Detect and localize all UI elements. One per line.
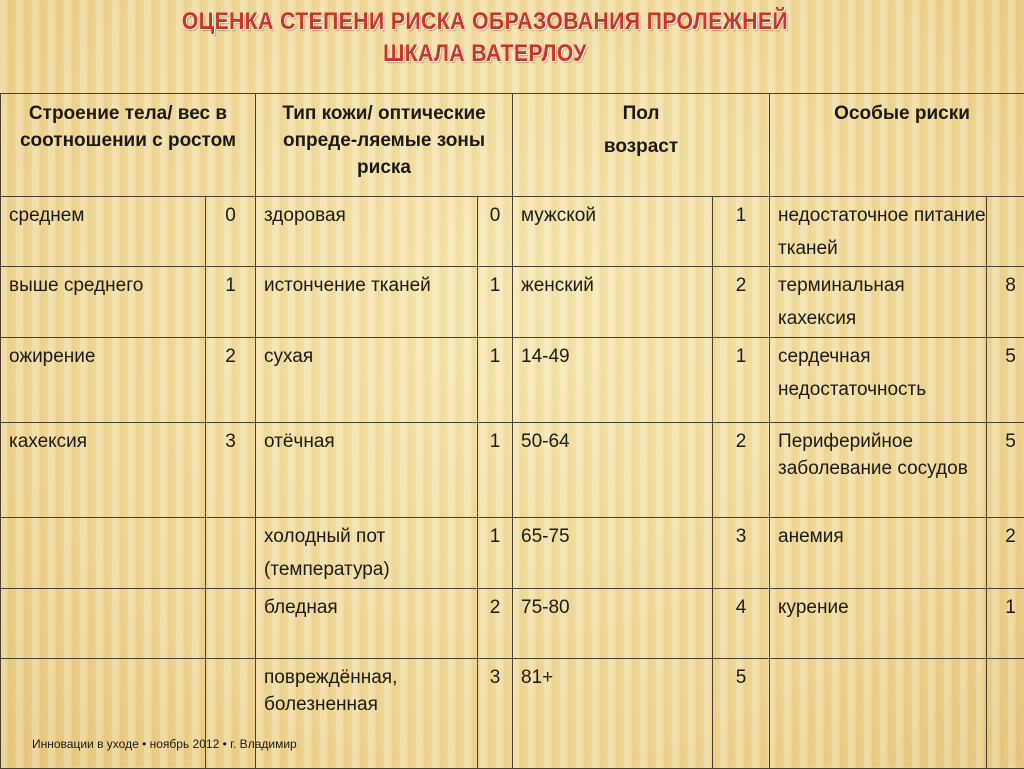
sex-age-cell: женский: [513, 267, 713, 338]
header-skin-type: Тип кожи/ оптические опреде-ляемые зоны риска: [256, 94, 513, 197]
risk-cell: терминальная кахексия: [770, 267, 987, 338]
table-row: [1, 423, 1024, 518]
slide-title: [0, 6, 970, 70]
skin-score-cell: 1: [478, 338, 513, 423]
body-cell: [1, 518, 206, 589]
sex-age-cell: мужской: [513, 197, 713, 267]
body-score-cell: 2: [206, 338, 256, 423]
sex-age-cell: 75-80: [513, 589, 713, 659]
sex-age-cell: 65-75: [513, 518, 713, 589]
body-cell: среднем: [1, 197, 206, 267]
body-cell: [1, 589, 206, 659]
sex-age-score-cell: 2: [713, 267, 770, 338]
slide-footer: Инновации в уходе • ноябрь 2012 • г. Владимир: [32, 737, 297, 751]
body-cell: [1, 659, 206, 769]
sex-age-cell: 81+: [513, 659, 713, 769]
skin-cell: истончение тканей: [256, 267, 478, 338]
risk-cell: курение: [770, 589, 987, 659]
skin-cell: повреждённая, болезненная: [256, 659, 478, 769]
sex-age-score-cell: 1: [713, 338, 770, 423]
table-row: [1, 267, 1024, 338]
body-score-cell: 1: [206, 267, 256, 338]
skin-score-cell: 3: [478, 659, 513, 769]
table-row: [1, 338, 1024, 423]
header-sex: Пол: [513, 100, 769, 127]
table-row: [1, 518, 1024, 589]
table-row: [1, 197, 1024, 267]
title-line-2: ШКАЛА ВАТЕРЛОУ: [58, 38, 912, 70]
header-sex-age: [513, 94, 770, 197]
risk-cell: анемия: [770, 518, 987, 589]
risk-score-cell: 1: [987, 589, 1024, 659]
risk-score-cell: 5: [987, 338, 1024, 423]
body-score-cell: [206, 518, 256, 589]
sex-age-cell: 50-64: [513, 423, 713, 518]
body-cell: кахексия: [1, 423, 206, 518]
sex-age-score-cell: 3: [713, 518, 770, 589]
body-score-cell: 3: [206, 423, 256, 518]
skin-score-cell: 1: [478, 267, 513, 338]
skin-score-cell: 1: [478, 423, 513, 518]
risk-cell: Периферийное заболевание сосудов: [770, 423, 987, 518]
sex-age-score-cell: 4: [713, 589, 770, 659]
header-special-risks: Особые риски: [770, 94, 1024, 197]
waterlow-scale-table: [0, 93, 1024, 769]
table-row: [1, 659, 1024, 769]
risk-score-cell: [987, 659, 1024, 769]
body-cell: выше среднего: [1, 267, 206, 338]
sex-age-score-cell: 1: [713, 197, 770, 267]
body-score-cell: 0: [206, 197, 256, 267]
skin-score-cell: 2: [478, 589, 513, 659]
body-cell: ожирение: [1, 338, 206, 423]
header-row: [1, 94, 1024, 197]
header-age: возраст: [513, 133, 769, 160]
risk-cell: сердечная недостаточность: [770, 338, 987, 423]
risk-cell: [770, 659, 987, 769]
risk-score-cell: 5: [987, 423, 1024, 518]
title-line-1: ОЦЕНКА СТЕПЕНИ РИСКА ОБРАЗОВАНИЯ ПРОЛЕЖНЕЙ: [58, 6, 912, 38]
risk-score-cell: 8: [987, 267, 1024, 338]
skin-cell: сухая: [256, 338, 478, 423]
risk-cell: недостаточное питание тканей: [770, 197, 987, 267]
header-body-build: Строение тела/ вес в соотношении с ростом: [1, 94, 256, 197]
body-score-cell: [206, 589, 256, 659]
skin-cell: отёчная: [256, 423, 478, 518]
sex-age-score-cell: 2: [713, 423, 770, 518]
body-score-cell: [206, 659, 256, 769]
sex-age-score-cell: 5: [713, 659, 770, 769]
skin-cell: холодный пот (температура): [256, 518, 478, 589]
table-row: [1, 589, 1024, 659]
skin-cell: бледная: [256, 589, 478, 659]
skin-score-cell: 1: [478, 518, 513, 589]
sex-age-cell: 14-49: [513, 338, 713, 423]
skin-score-cell: 0: [478, 197, 513, 267]
skin-cell: здоровая: [256, 197, 478, 267]
risk-score-cell: [987, 197, 1024, 267]
risk-score-cell: 2: [987, 518, 1024, 589]
